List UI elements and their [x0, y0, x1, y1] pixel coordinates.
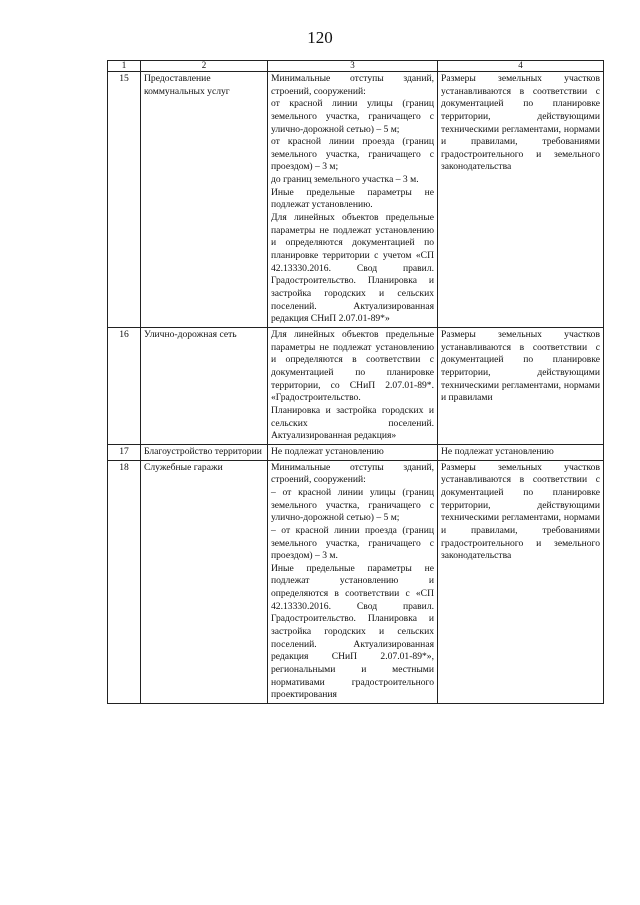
row-params	[268, 328, 438, 445]
column-header: 2	[141, 61, 268, 72]
table-row	[108, 444, 604, 460]
param-line: – от красной линии проезда (границ земельного участка, граничащего с проездом) – 3 м.	[271, 524, 434, 562]
row-number: 18	[108, 460, 141, 703]
param-line: Не подлежат установлению	[271, 445, 384, 457]
row-size: Размеры земельных участков устанавливаются в соответствии с документацией по планировке территории, действующими техническими регламентами, нормами и правилами, требованиями градостроительного и земельного законодательства	[438, 460, 604, 703]
param-line: Для линейных объектов предельные параметры не подлежат установлению и определяются в соответствии с документацией по планировке территории, со СНиП 2.07.01-89*. «Градостроительство.	[271, 329, 434, 404]
row-name: Улично-дорожная сеть	[141, 328, 268, 445]
param-line: Минимальные отступы зданий, строений, сооружений:	[271, 461, 434, 486]
row-name: Служебные гаражи	[141, 460, 268, 703]
table-header-row	[108, 61, 604, 72]
param-line: Планировка и застройка городских и сельских поселений. Актуализированная редакция»	[271, 404, 434, 442]
param-line: от красной линии улицы (границ земельного участка, граничащего с улично-дорожной сетью) – 5 м;	[271, 98, 434, 135]
row-size: Размеры земельных участков устанавливаются в соответствии с документацией по планировке территории, действующими техническими регламентами, нормами и правилами, требованиями градостроительного и земельного законодательства	[438, 71, 604, 327]
row-params	[268, 460, 438, 703]
page-number: 120	[307, 28, 333, 47]
param-line: Для линейных объектов предельные параметры не подлежат установлению и определяются документацией по планировке территории с учетом «СП 42.13330.2016. Свод правил. Градостроительство. Планировка и застройка городских и сельских поселений. Актуализированная редакция СНиП 2.07.01-89*»	[271, 212, 434, 325]
regulations-table	[107, 60, 604, 704]
param-line: Иные предельные параметры не подлежат установлению.	[271, 186, 434, 211]
row-number: 16	[108, 328, 141, 445]
param-line: – от красной линии улицы (границ земельного участка, граничащего с улично-дорожной сетью) – 5 м;	[271, 486, 434, 524]
param-line: до границ земельного участка – 3 м.	[271, 174, 419, 186]
row-number: 15	[108, 71, 141, 327]
row-size: Не подлежат установлению	[438, 444, 604, 460]
column-header: 3	[268, 61, 438, 72]
table-row	[108, 71, 604, 327]
column-header: 4	[438, 61, 604, 72]
column-header: 1	[108, 61, 141, 72]
row-name: Предоставление коммунальных услуг	[141, 71, 268, 327]
table-row	[108, 328, 604, 445]
row-name: Благоустройство территории	[141, 444, 268, 460]
param-line: Минимальные отступы зданий, строений, сооружений:	[271, 72, 434, 97]
param-line: Иные предельные параметры не подлежат установлению и определяются в соответствии с «СП 42.13330.2016. Свод правил. Градостроительство. Планировка и застройка городских и сельских поселений. Актуализированная редакция СНиП 2.07.01-89*», региональными и местными нормативами градостроительного проектирования	[271, 562, 434, 701]
row-params	[268, 444, 438, 460]
param-line: от красной линии проезда (границ земельного участка, граничащего с проездом) – 3 м;	[271, 136, 434, 173]
row-params	[268, 71, 438, 327]
table-row	[108, 460, 604, 703]
row-number: 17	[108, 444, 141, 460]
row-size: Размеры земельных участков устанавливаются в соответствии с документацией по планировке территории, действующими техническими регламентами, нормами и правилами	[438, 328, 604, 445]
